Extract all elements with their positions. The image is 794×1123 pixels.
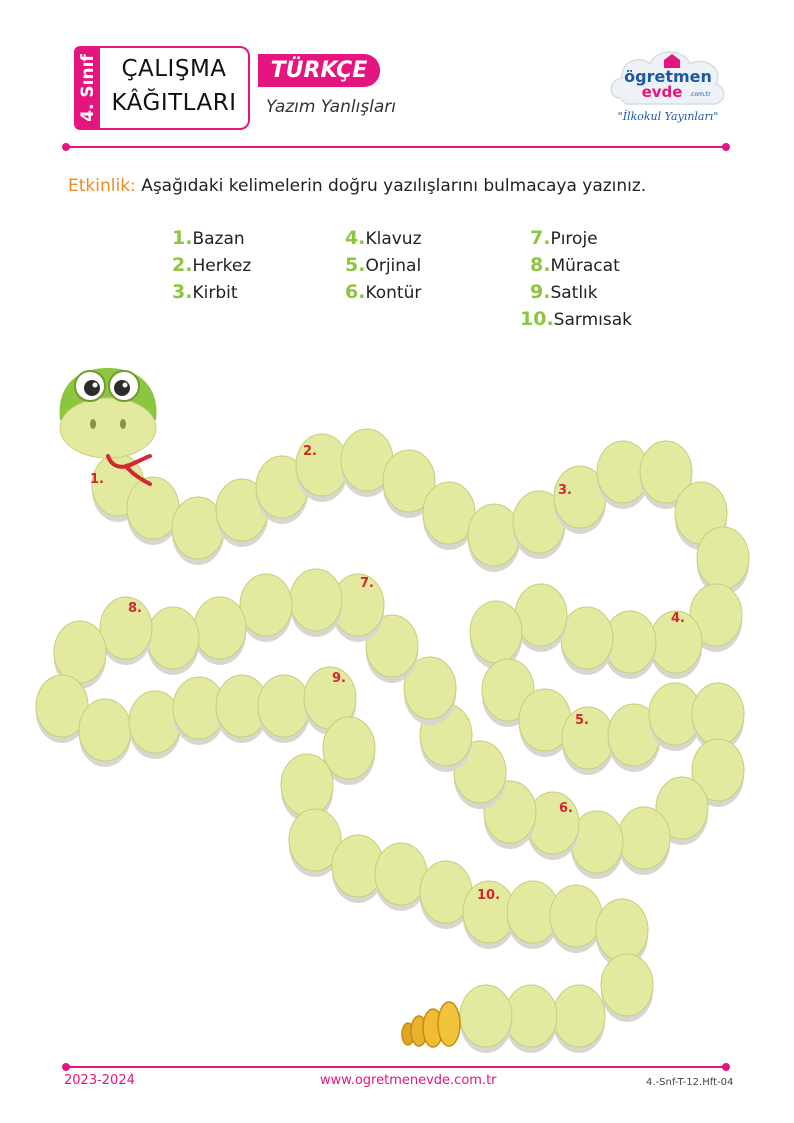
snake-cell[interactable] xyxy=(127,477,179,545)
title-line-1: ÇALIŞMA xyxy=(121,56,227,82)
subject-badge: TÜRKÇE xyxy=(258,54,380,87)
topic-label: Yazım Yanlışları xyxy=(266,97,397,117)
word-column-2 xyxy=(345,227,422,308)
puzzle-label-3: 3. xyxy=(558,483,572,498)
logo-word-top: ögretmen xyxy=(624,67,712,86)
puzzle-label-1: 1. xyxy=(90,472,104,487)
activity-label: Etkinlik: xyxy=(68,176,136,196)
word-item: 1.Bazan xyxy=(172,227,245,249)
snake-puzzle xyxy=(0,340,794,1060)
snake-cell[interactable] xyxy=(561,607,613,675)
puzzle-label-5: 5. xyxy=(575,713,589,728)
puzzle-label-10: 10. xyxy=(477,888,501,903)
word-item: 4.Klavuz xyxy=(345,227,422,249)
word-item: 6.Kontür xyxy=(345,281,422,303)
activity-instruction xyxy=(68,176,646,196)
snake-cell[interactable] xyxy=(601,954,653,1022)
snake-cell[interactable] xyxy=(618,807,670,875)
word-item: 8.Müracat xyxy=(530,254,620,276)
footer-divider xyxy=(64,1066,728,1068)
grade-tab xyxy=(74,46,102,130)
logo-slogan: "İlkokul Yayınları" xyxy=(617,110,719,123)
logo-word-bottom: evde xyxy=(641,83,683,101)
snake-cell[interactable] xyxy=(550,885,602,953)
grade-label: 4. Sınıf xyxy=(78,54,98,122)
snake-tail-rattle xyxy=(402,1002,460,1047)
word-item: 2.Herkez xyxy=(172,254,252,276)
puzzle-label-7: 7. xyxy=(360,576,374,591)
snake-cell[interactable] xyxy=(515,584,567,652)
snake-cell[interactable] xyxy=(147,607,199,675)
puzzle-label-2: 2. xyxy=(303,444,317,459)
footer-code: 4.-Snf-T-12.Hft-04 xyxy=(646,1077,734,1088)
word-item: 3.Kirbit xyxy=(172,281,238,303)
header-divider xyxy=(64,146,728,148)
word-item: 10.Sarmısak xyxy=(520,308,632,330)
snake-cell[interactable] xyxy=(460,985,512,1053)
snake-cell[interactable] xyxy=(553,985,605,1053)
snake-cell[interactable] xyxy=(375,843,427,911)
word-column-3 xyxy=(520,227,632,335)
snake-cell[interactable] xyxy=(240,574,292,642)
puzzle-label-9: 9. xyxy=(332,671,346,686)
word-item: 5.Orjinal xyxy=(345,254,422,276)
snake-cell[interactable] xyxy=(505,985,557,1053)
puzzle-label-8: 8. xyxy=(128,601,142,616)
snake-cell[interactable] xyxy=(194,597,246,665)
footer-website: www.ogretmenevde.com.tr xyxy=(320,1073,497,1088)
snake-cell[interactable] xyxy=(258,675,310,743)
worksheet-title-box xyxy=(100,46,250,130)
word-item: 7.Pıroje xyxy=(530,227,598,249)
word-item: 9.Satlık xyxy=(530,281,598,303)
word-column-1 xyxy=(172,227,251,308)
snake-cell[interactable] xyxy=(100,597,152,665)
snake-cells xyxy=(36,429,749,1053)
activity-text: Aşağıdaki kelimelerin doğru yazılışlarını bulmacaya yazınız. xyxy=(141,176,647,196)
puzzle-label-4: 4. xyxy=(671,611,685,626)
puzzle-label-6: 6. xyxy=(559,801,573,816)
publisher-logo xyxy=(606,40,730,132)
footer-year: 2023-2024 xyxy=(64,1073,135,1088)
snake-cell[interactable] xyxy=(470,601,522,669)
snake-cell[interactable] xyxy=(290,569,342,637)
snake-cell[interactable] xyxy=(468,504,520,572)
logo-domain: .com.tr xyxy=(689,91,711,98)
title-line-2: KÂĞITLARI xyxy=(111,90,237,116)
snake-cell[interactable] xyxy=(423,482,475,550)
snake-cell[interactable] xyxy=(79,699,131,767)
